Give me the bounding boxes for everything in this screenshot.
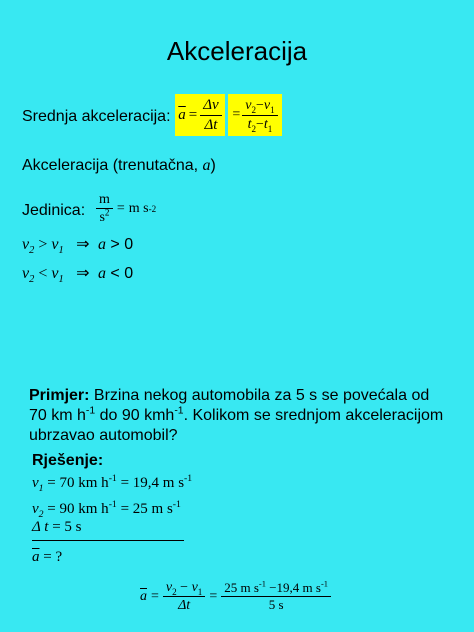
unit-label: Jedinica: [22, 202, 86, 219]
solution-unknown: $\overline{a}$ = ? [32, 549, 63, 565]
avg-accel-formula-box-2 [228, 94, 282, 136]
rule-positive: $v_2 > v_1$ ⇒ a > 0 [22, 236, 134, 257]
equals-sign-2: = [232, 107, 241, 122]
time-difference: $t_2-t_1$ [247, 116, 273, 134]
velocity-time-fraction [242, 98, 277, 132]
final-symbolic-fraction: $\frac{v_2 - v_1}{\Delta t}$ [163, 580, 205, 614]
solution-heading: Rješenje: [32, 452, 104, 469]
rule-negative: $v_2 < v_1$ ⇒ a < 0 [22, 265, 134, 286]
solution-line-v2: $v_2 = 90$ km $h^{-1} = 25$ m $s^{-1}$ [32, 499, 181, 520]
instant-accel-text: Akceleracija (trenutačna, a) [22, 157, 216, 174]
final-numeric-fraction: $\frac{25 m s^{-1} -19,4 m s^{-1}}{5 s}$ [221, 581, 331, 613]
dv-dt-fraction [200, 97, 221, 133]
avg-accel-label: Srednja akceleracija: [22, 108, 171, 125]
velocity-difference: $v_2-v_1$ [242, 98, 277, 115]
unit-formula: $\frac{m}{s^2}$ = m s -2 [96, 192, 156, 226]
accel-symbol: $\overline{a}$ [178, 106, 186, 123]
page-title: Akceleracija [166, 36, 308, 66]
solution-line-v1: $v_1 = 70$ km $h^{-1} = 19,4$ m $s^{-1}$ [32, 473, 193, 494]
dv-numerator: Δv [200, 97, 221, 116]
example-text: Primjer: Brzina nekog automobila za 5 s se povećala od 70 km $h^{-1}$ do 90 kmh$^{-1}$. Kolikom se srednjom akceleracijom ubrzavao automobil? [29, 387, 444, 444]
final-formula: $\overline{a}$ = $\frac{v_2 - v_1}{\Delta t}$ = $\frac{25 m s^{-1} -19,4 m s^{-1}}{5 s}$ [140, 580, 331, 614]
avg-accel-formula-box [175, 94, 225, 136]
solution-divider [32, 540, 184, 541]
dt-denominator: Δt [204, 116, 218, 133]
unit-fraction: $\frac{m}{s^2}$ [96, 192, 113, 226]
solution-line-dt: Δ t = 5 s [32, 519, 82, 535]
equals-sign: = [188, 106, 198, 123]
final-accel-symbol: $\overline{a}$ [140, 588, 147, 604]
